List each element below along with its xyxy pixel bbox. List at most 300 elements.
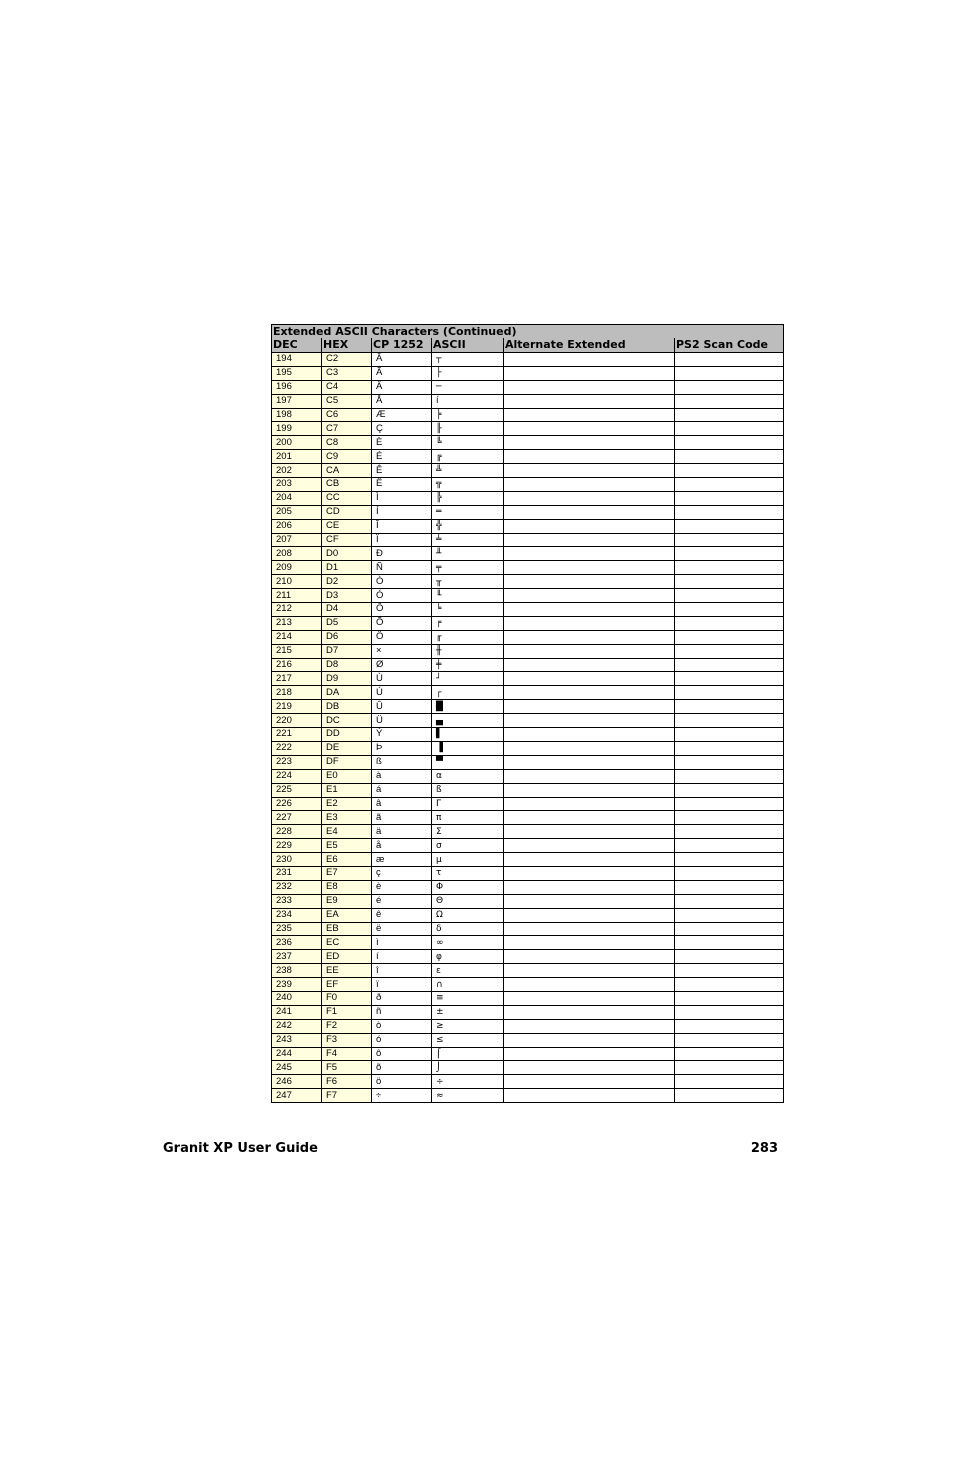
cell-hex: CF (322, 533, 372, 547)
cell-hex: E0 (322, 769, 372, 783)
cell-ascii: ╪ (432, 658, 504, 672)
cell-hex: E2 (322, 797, 372, 811)
table-row (272, 769, 784, 783)
cell-cp1252: è (372, 880, 432, 894)
cell-alternate-extended (504, 866, 675, 880)
cell-hex: DC (322, 714, 372, 728)
cell-dec: 196 (272, 380, 322, 394)
table-row (272, 839, 784, 853)
cell-ascii: ╨ (432, 547, 504, 561)
cell-hex: C4 (322, 380, 372, 394)
cell-dec: 202 (272, 464, 322, 478)
cell-cp1252: ç (372, 866, 432, 880)
table-row (272, 394, 784, 408)
cell-hex: E1 (322, 783, 372, 797)
cell-hex: F0 (322, 991, 372, 1005)
cell-cp1252: Õ (372, 616, 432, 630)
table-row (272, 1005, 784, 1019)
cell-ascii: Φ (432, 880, 504, 894)
table-row (272, 1033, 784, 1047)
cell-ps2-scan-code (675, 1047, 784, 1061)
cell-cp1252: õ (372, 1061, 432, 1075)
cell-cp1252: Û (372, 700, 432, 714)
cell-dec: 223 (272, 755, 322, 769)
cell-cp1252: Æ (372, 408, 432, 422)
cell-dec: 227 (272, 811, 322, 825)
cell-ascii: π (432, 811, 504, 825)
cell-ps2-scan-code (675, 728, 784, 742)
cell-hex: DA (322, 686, 372, 700)
table-row (272, 866, 784, 880)
footer-guide-title: Granit XP User Guide (163, 1141, 318, 1156)
table-row (272, 616, 784, 630)
table-row (272, 366, 784, 380)
cell-alternate-extended (504, 1075, 675, 1089)
cell-dec: 246 (272, 1075, 322, 1089)
table-row (272, 991, 784, 1005)
cell-alternate-extended (504, 755, 675, 769)
cell-ps2-scan-code (675, 616, 784, 630)
cell-ascii: ╠ (432, 491, 504, 505)
cell-cp1252: Ü (372, 714, 432, 728)
cell-cp1252: Ø (372, 658, 432, 672)
cell-hex: CC (322, 491, 372, 505)
cell-alternate-extended (504, 797, 675, 811)
cell-cp1252: ï (372, 978, 432, 992)
cell-ascii: ┘ (432, 672, 504, 686)
cell-ascii: φ (432, 950, 504, 964)
table-row (272, 408, 784, 422)
cell-hex: E3 (322, 811, 372, 825)
table-row (272, 825, 784, 839)
cell-ps2-scan-code (675, 853, 784, 867)
table-row (272, 922, 784, 936)
table-row (272, 353, 784, 367)
cell-hex: CD (322, 505, 372, 519)
cell-hex: D7 (322, 644, 372, 658)
cell-alternate-extended (504, 811, 675, 825)
cell-alternate-extended (504, 589, 675, 603)
table-row (272, 533, 784, 547)
cell-alternate-extended (504, 714, 675, 728)
cell-ps2-scan-code (675, 505, 784, 519)
cell-dec: 242 (272, 1019, 322, 1033)
cell-dec: 205 (272, 505, 322, 519)
table-row (272, 644, 784, 658)
header-cp1252: CP 1252 (372, 338, 432, 353)
cell-alternate-extended (504, 769, 675, 783)
cell-ascii: ╦ (432, 478, 504, 492)
table-row (272, 589, 784, 603)
cell-hex: D4 (322, 603, 372, 617)
cell-cp1252: î (372, 964, 432, 978)
cell-cp1252: Ú (372, 686, 432, 700)
cell-alternate-extended (504, 964, 675, 978)
cell-dec: 239 (272, 978, 322, 992)
cell-alternate-extended (504, 1019, 675, 1033)
cell-ascii: í (432, 394, 504, 408)
cell-ps2-scan-code (675, 547, 784, 561)
cell-ascii: Ω (432, 908, 504, 922)
cell-ascii: ╙ (432, 589, 504, 603)
cell-ps2-scan-code (675, 894, 784, 908)
cell-dec: 243 (272, 1033, 322, 1047)
cell-alternate-extended (504, 1005, 675, 1019)
cell-cp1252: Ò (372, 575, 432, 589)
cell-alternate-extended (504, 1033, 675, 1047)
cell-ps2-scan-code (675, 436, 784, 450)
cell-cp1252: ë (372, 922, 432, 936)
cell-hex: C7 (322, 422, 372, 436)
cell-dec: 245 (272, 1061, 322, 1075)
header-ps2-scan-code: PS2 Scan Code (675, 338, 784, 353)
cell-ps2-scan-code (675, 964, 784, 978)
cell-ps2-scan-code (675, 797, 784, 811)
cell-alternate-extended (504, 491, 675, 505)
cell-ps2-scan-code (675, 561, 784, 575)
cell-ps2-scan-code (675, 825, 784, 839)
table-row (272, 450, 784, 464)
cell-dec: 216 (272, 658, 322, 672)
cell-cp1252: Ï (372, 533, 432, 547)
cell-ascii: α (432, 769, 504, 783)
cell-cp1252: Ñ (372, 561, 432, 575)
cell-ps2-scan-code (675, 366, 784, 380)
cell-hex: E5 (322, 839, 372, 853)
cell-ps2-scan-code (675, 811, 784, 825)
cell-alternate-extended (504, 853, 675, 867)
cell-cp1252: Ì (372, 491, 432, 505)
table-row (272, 894, 784, 908)
cell-dec: 232 (272, 880, 322, 894)
cell-cp1252: Å (372, 394, 432, 408)
cell-ascii: █ (432, 700, 504, 714)
table-row (272, 505, 784, 519)
cell-alternate-extended (504, 700, 675, 714)
cell-alternate-extended (504, 505, 675, 519)
cell-ps2-scan-code (675, 936, 784, 950)
table-row (272, 1061, 784, 1075)
cell-hex: C8 (322, 436, 372, 450)
cell-cp1252: Ë (372, 478, 432, 492)
cell-alternate-extended (504, 728, 675, 742)
table-caption-row (272, 325, 784, 339)
cell-ascii: ÷ (432, 1075, 504, 1089)
cell-cp1252: Ç (372, 422, 432, 436)
cell-hex: D5 (322, 616, 372, 630)
cell-cp1252: å (372, 839, 432, 853)
cell-ps2-scan-code (675, 839, 784, 853)
cell-dec: 228 (272, 825, 322, 839)
cell-hex: F4 (322, 1047, 372, 1061)
cell-ascii: ╞ (432, 408, 504, 422)
cell-ps2-scan-code (675, 700, 784, 714)
cell-hex: EA (322, 908, 372, 922)
cell-dec: 229 (272, 839, 322, 853)
cell-ps2-scan-code (675, 1089, 784, 1103)
cell-dec: 225 (272, 783, 322, 797)
cell-ascii: ⌠ (432, 1047, 504, 1061)
cell-alternate-extended (504, 741, 675, 755)
cell-hex: C5 (322, 394, 372, 408)
cell-hex: F5 (322, 1061, 372, 1075)
table-row (272, 936, 784, 950)
cell-ascii: ß (432, 783, 504, 797)
cell-hex: C6 (322, 408, 372, 422)
table-row (272, 491, 784, 505)
cell-hex: C3 (322, 366, 372, 380)
table-row (272, 1089, 784, 1103)
cell-ascii: ∞ (432, 936, 504, 950)
table-row (272, 714, 784, 728)
table-row (272, 797, 784, 811)
cell-alternate-extended (504, 464, 675, 478)
cell-alternate-extended (504, 422, 675, 436)
cell-cp1252: ã (372, 811, 432, 825)
table-row (272, 478, 784, 492)
cell-dec: 219 (272, 700, 322, 714)
cell-cp1252: í (372, 950, 432, 964)
cell-ascii: ▌ (432, 728, 504, 742)
cell-hex: D6 (322, 630, 372, 644)
cell-hex: CB (322, 478, 372, 492)
cell-ascii: ε (432, 964, 504, 978)
cell-cp1252: ÷ (372, 1089, 432, 1103)
cell-ps2-scan-code (675, 491, 784, 505)
cell-cp1252: Ó (372, 589, 432, 603)
cell-dec: 210 (272, 575, 322, 589)
cell-ps2-scan-code (675, 644, 784, 658)
cell-ascii: ╒ (432, 616, 504, 630)
cell-hex: E4 (322, 825, 372, 839)
cell-dec: 213 (272, 616, 322, 630)
cell-hex: F3 (322, 1033, 372, 1047)
cell-hex: F6 (322, 1075, 372, 1089)
cell-ascii: ├ (432, 366, 504, 380)
table-row (272, 1019, 784, 1033)
table-row (272, 811, 784, 825)
cell-alternate-extended (504, 686, 675, 700)
cell-cp1252: ì (372, 936, 432, 950)
cell-alternate-extended (504, 630, 675, 644)
cell-ascii: ± (432, 1005, 504, 1019)
cell-dec: 241 (272, 1005, 322, 1019)
cell-ascii: Σ (432, 825, 504, 839)
cell-alternate-extended (504, 825, 675, 839)
cell-dec: 200 (272, 436, 322, 450)
cell-cp1252: ö (372, 1075, 432, 1089)
table-row (272, 755, 784, 769)
cell-ps2-scan-code (675, 408, 784, 422)
cell-ascii: ▐ (432, 741, 504, 755)
table-row (272, 950, 784, 964)
table-row (272, 741, 784, 755)
cell-ps2-scan-code (675, 1061, 784, 1075)
cell-cp1252: Â (372, 353, 432, 367)
cell-hex: D8 (322, 658, 372, 672)
cell-hex: DB (322, 700, 372, 714)
cell-ps2-scan-code (675, 353, 784, 367)
cell-cp1252: Ð (372, 547, 432, 561)
cell-ps2-scan-code (675, 950, 784, 964)
cell-ascii: ╓ (432, 630, 504, 644)
cell-cp1252: Ô (372, 603, 432, 617)
cell-ps2-scan-code (675, 394, 784, 408)
cell-dec: 215 (272, 644, 322, 658)
table-row (272, 686, 784, 700)
cell-ps2-scan-code (675, 755, 784, 769)
cell-cp1252: Ö (372, 630, 432, 644)
cell-cp1252: é (372, 894, 432, 908)
cell-hex: F1 (322, 1005, 372, 1019)
cell-ps2-scan-code (675, 519, 784, 533)
cell-hex: D3 (322, 589, 372, 603)
cell-dec: 230 (272, 853, 322, 867)
cell-ascii: ┌ (432, 686, 504, 700)
cell-dec: 217 (272, 672, 322, 686)
cell-ps2-scan-code (675, 1075, 784, 1089)
header-dec: DEC (272, 338, 322, 353)
cell-dec: 214 (272, 630, 322, 644)
cell-alternate-extended (504, 880, 675, 894)
cell-ascii: ╟ (432, 422, 504, 436)
cell-ascii: ⌡ (432, 1061, 504, 1075)
cell-hex: DF (322, 755, 372, 769)
cell-alternate-extended (504, 991, 675, 1005)
cell-ps2-scan-code (675, 450, 784, 464)
table-row (272, 422, 784, 436)
cell-cp1252: ñ (372, 1005, 432, 1019)
cell-hex: EF (322, 978, 372, 992)
cell-dec: 212 (272, 603, 322, 617)
cell-hex: C2 (322, 353, 372, 367)
table-row (272, 908, 784, 922)
cell-alternate-extended (504, 408, 675, 422)
cell-dec: 209 (272, 561, 322, 575)
cell-cp1252: ó (372, 1033, 432, 1047)
cell-hex: E7 (322, 866, 372, 880)
cell-ps2-scan-code (675, 672, 784, 686)
cell-ps2-scan-code (675, 922, 784, 936)
cell-hex: DD (322, 728, 372, 742)
cell-dec: 231 (272, 866, 322, 880)
cell-ascii: Θ (432, 894, 504, 908)
header-alternate-extended: Alternate Extended (504, 338, 675, 353)
table-row (272, 436, 784, 450)
cell-ps2-scan-code (675, 589, 784, 603)
cell-ps2-scan-code (675, 769, 784, 783)
cell-hex: F2 (322, 1019, 372, 1033)
cell-hex: C9 (322, 450, 372, 464)
cell-cp1252: â (372, 797, 432, 811)
header-hex: HEX (322, 338, 372, 353)
cell-dec: 234 (272, 908, 322, 922)
extended-ascii-table (271, 324, 784, 1103)
cell-ascii: τ (432, 866, 504, 880)
cell-cp1252: Î (372, 519, 432, 533)
cell-ascii: ╫ (432, 644, 504, 658)
cell-cp1252: Ê (372, 464, 432, 478)
cell-ascii: ≤ (432, 1033, 504, 1047)
cell-ps2-scan-code (675, 1019, 784, 1033)
table-row (272, 658, 784, 672)
cell-ascii: ╬ (432, 519, 504, 533)
cell-ascii: ╧ (432, 533, 504, 547)
table-row (272, 1075, 784, 1089)
cell-ascii: µ (432, 853, 504, 867)
table-row (272, 561, 784, 575)
cell-dec: 244 (272, 1047, 322, 1061)
cell-alternate-extended (504, 519, 675, 533)
cell-ps2-scan-code (675, 630, 784, 644)
cell-ps2-scan-code (675, 866, 784, 880)
cell-dec: 236 (272, 936, 322, 950)
table-row (272, 700, 784, 714)
cell-alternate-extended (504, 658, 675, 672)
cell-dec: 226 (272, 797, 322, 811)
cell-alternate-extended (504, 450, 675, 464)
table-row (272, 519, 784, 533)
table-row (272, 978, 784, 992)
cell-alternate-extended (504, 783, 675, 797)
cell-ps2-scan-code (675, 422, 784, 436)
cell-ps2-scan-code (675, 686, 784, 700)
cell-ascii: ≥ (432, 1019, 504, 1033)
cell-alternate-extended (504, 394, 675, 408)
cell-dec: 194 (272, 353, 322, 367)
table-row (272, 964, 784, 978)
cell-ps2-scan-code (675, 533, 784, 547)
table-row (272, 783, 784, 797)
cell-alternate-extended (504, 353, 675, 367)
cell-ascii: ▄ (432, 714, 504, 728)
cell-cp1252: ê (372, 908, 432, 922)
cell-cp1252: ô (372, 1047, 432, 1061)
cell-alternate-extended (504, 547, 675, 561)
footer-page-number: 283 (750, 1141, 778, 1156)
cell-ps2-scan-code (675, 1033, 784, 1047)
cell-dec: 235 (272, 922, 322, 936)
cell-dec: 208 (272, 547, 322, 561)
cell-alternate-extended (504, 575, 675, 589)
cell-alternate-extended (504, 672, 675, 686)
cell-ascii: ╤ (432, 561, 504, 575)
cell-alternate-extended (504, 644, 675, 658)
cell-dec: 203 (272, 478, 322, 492)
cell-cp1252: Í (372, 505, 432, 519)
cell-alternate-extended (504, 839, 675, 853)
cell-dec: 240 (272, 991, 322, 1005)
cell-ascii: ≡ (432, 991, 504, 1005)
table-row (272, 603, 784, 617)
table-row (272, 380, 784, 394)
cell-alternate-extended (504, 478, 675, 492)
cell-alternate-extended (504, 1089, 675, 1103)
cell-cp1252: Ù (372, 672, 432, 686)
cell-ps2-scan-code (675, 380, 784, 394)
cell-ascii: ╘ (432, 603, 504, 617)
cell-ps2-scan-code (675, 464, 784, 478)
cell-ascii: ▀ (432, 755, 504, 769)
cell-hex: CE (322, 519, 372, 533)
cell-hex: E8 (322, 880, 372, 894)
cell-dec: 247 (272, 1089, 322, 1103)
cell-dec: 198 (272, 408, 322, 422)
cell-ascii: ≈ (432, 1089, 504, 1103)
cell-hex: ED (322, 950, 372, 964)
cell-ps2-scan-code (675, 741, 784, 755)
cell-cp1252: Ä (372, 380, 432, 394)
